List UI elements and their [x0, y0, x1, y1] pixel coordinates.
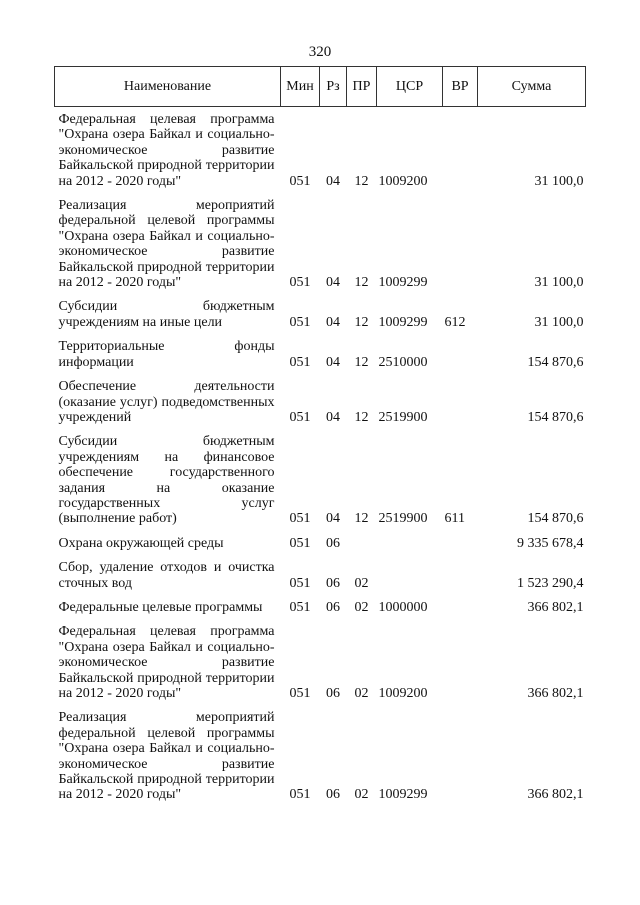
row-rz: 04	[326, 173, 340, 189]
row-rz: 04	[326, 354, 340, 370]
row-vr	[443, 189, 478, 290]
row-vr: 611	[444, 511, 465, 527]
table-row	[55, 290, 586, 330]
row-csr	[377, 527, 443, 551]
row-min: 051	[289, 409, 311, 425]
row-min: 051	[289, 599, 311, 615]
table-row	[55, 370, 586, 425]
row-csr: 1009299	[378, 787, 428, 803]
table-row	[55, 425, 586, 526]
row-name: Субсидии бюджетным учреждениям на иные цели	[58, 299, 275, 330]
row-pr: 02	[354, 787, 369, 803]
row-csr: 2510000	[378, 354, 428, 370]
row-pr	[347, 527, 377, 551]
table-row	[55, 615, 586, 701]
row-rz: 04	[326, 511, 340, 527]
row-min: 051	[289, 575, 311, 591]
row-name: Федеральная целевая программа "Охрана озера Байкал и социально-экономическое развитие Байкальской природной территории на 2012 - 2020 годы"	[58, 624, 275, 701]
row-pr: 12	[354, 354, 369, 370]
row-sum: 366 802,1	[527, 787, 584, 803]
row-vr	[443, 527, 478, 551]
table-row	[55, 527, 586, 551]
row-sum: 9 335 678,4	[517, 535, 584, 551]
header-csr: ЦСР	[377, 67, 443, 107]
row-csr	[377, 551, 443, 591]
row-sum: 154 870,6	[527, 409, 584, 425]
table-header-row	[55, 67, 586, 107]
row-sum: 31 100,0	[534, 275, 584, 291]
row-name: Реализация мероприятий федеральной целевой программы "Охрана озера Байкал и социально-экономическое развитие Байкальской природной территории на 2012 - 2020 годы"	[58, 198, 275, 291]
row-min: 051	[289, 511, 311, 527]
table-row	[55, 189, 586, 290]
row-sum: 154 870,6	[527, 511, 584, 527]
row-csr: 2519900	[378, 511, 428, 527]
row-csr: 1009200	[378, 686, 428, 701]
row-sum: 154 870,6	[527, 354, 584, 370]
row-rz: 06	[326, 686, 340, 701]
row-vr	[443, 551, 478, 591]
row-min: 051	[289, 535, 311, 551]
row-min: 051	[289, 275, 311, 291]
header-sum: Сумма	[478, 67, 586, 107]
row-sum: 1 523 290,4	[517, 575, 584, 591]
row-min: 051	[289, 173, 311, 189]
row-min: 051	[289, 354, 311, 370]
row-rz: 06	[326, 575, 340, 591]
row-min: 051	[289, 787, 311, 803]
header-rz: Рз	[320, 67, 347, 107]
row-name: Реализация мероприятий федеральной целевой программы "Охрана озера Байкал и социально-экономическое развитие Байкальской природной территории на 2012 - 2020 годы"	[58, 710, 275, 803]
table-row	[55, 330, 586, 370]
row-name: Субсидии бюджетным учреждениям на финансовое обеспечение государственного задания на оказание государственных услуг (выполнение работ)	[58, 434, 275, 527]
row-pr: 02	[354, 686, 369, 701]
header-name: Наименование	[55, 67, 281, 107]
page-number: 320	[308, 44, 332, 60]
row-name: Федеральные целевые программы	[58, 599, 263, 615]
row-vr	[443, 370, 478, 425]
row-sum: 31 100,0	[534, 314, 584, 330]
row-pr: 12	[354, 314, 369, 330]
row-name: Обеспечение деятельности (оказание услуг) подведомственных учреждений	[58, 379, 275, 425]
row-csr: 1009200	[378, 173, 428, 189]
row-rz: 06	[326, 599, 340, 615]
row-sum: 366 802,1	[527, 599, 584, 615]
row-name: Территориальные фонды информации	[58, 339, 275, 370]
row-rz: 04	[326, 409, 340, 425]
header-min: Мин	[281, 67, 320, 107]
row-rz: 06	[326, 787, 340, 803]
row-rz: 06	[326, 535, 340, 551]
row-pr: 02	[354, 575, 369, 591]
header-pr: ПР	[347, 67, 377, 107]
header-vr: ВР	[443, 67, 478, 107]
row-vr	[443, 107, 478, 190]
row-min: 051	[289, 686, 311, 701]
table-row	[55, 107, 586, 190]
row-name: Федеральная целевая программа "Охрана озера Байкал и социально-экономическое развитие Байкальской природной территории на 2012 - 2020 годы"	[58, 112, 275, 189]
row-csr: 1009299	[378, 275, 428, 291]
row-name: Охрана окружающей среды	[58, 535, 224, 551]
row-rz: 04	[326, 275, 340, 291]
table-row	[55, 591, 586, 615]
row-csr: 1000000	[378, 599, 428, 615]
row-pr: 12	[354, 173, 369, 189]
row-rz: 04	[326, 314, 340, 330]
row-sum: 366 802,1	[527, 686, 584, 701]
row-pr: 02	[354, 599, 369, 615]
row-vr	[443, 330, 478, 370]
row-sum: 31 100,0	[534, 173, 584, 189]
table-row	[55, 551, 586, 591]
row-vr	[443, 615, 478, 701]
row-vr	[443, 591, 478, 615]
row-min: 051	[289, 314, 311, 330]
row-pr: 12	[354, 275, 369, 291]
row-vr	[443, 701, 478, 802]
row-pr: 12	[354, 409, 369, 425]
row-csr: 1009299	[378, 314, 428, 330]
budget-table	[54, 66, 586, 803]
table-row	[55, 701, 586, 802]
row-name: Сбор, удаление отходов и очистка сточных вод	[58, 560, 275, 591]
row-pr: 12	[354, 511, 369, 527]
row-csr: 2519900	[378, 409, 428, 425]
row-vr: 612	[444, 314, 466, 330]
